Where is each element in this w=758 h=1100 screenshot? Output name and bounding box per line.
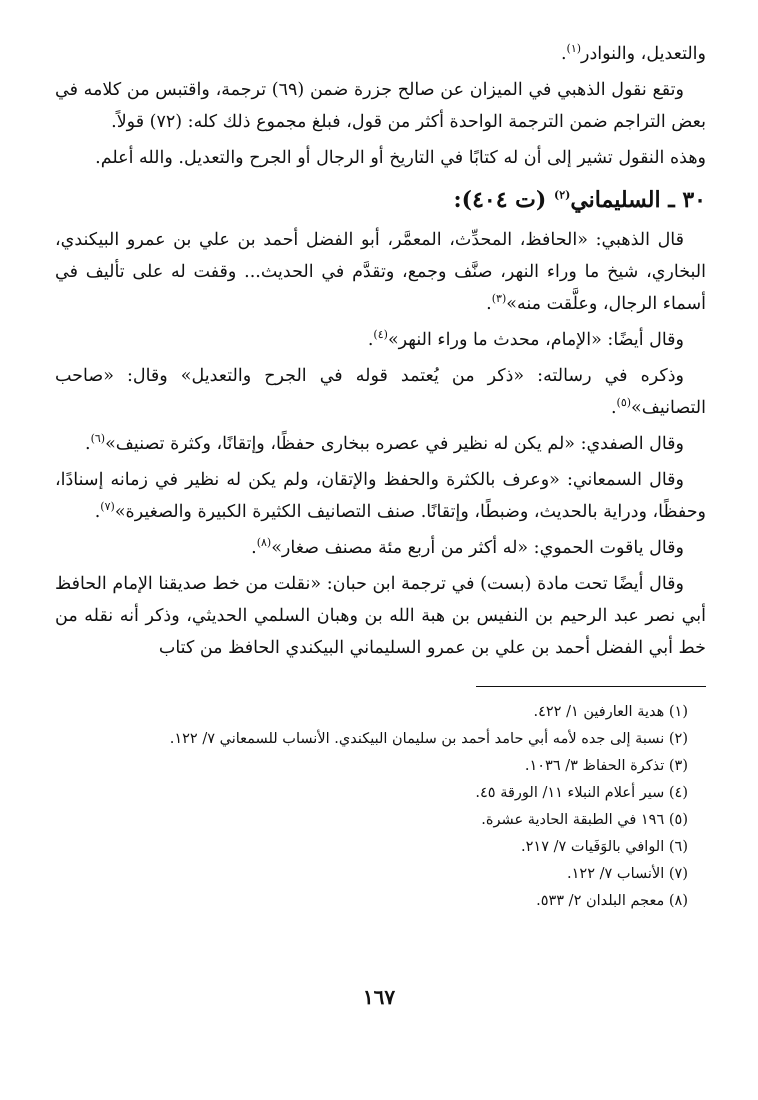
paragraph-safadi — [55, 428, 706, 460]
footnote-3: (٣) تذكرة الحفاظ ٣/ ١٠٣٦. — [524, 758, 688, 774]
footnotes — [55, 699, 706, 915]
period: . — [85, 434, 91, 454]
paragraph-risala-text: وذكره في رسالته: «ذكر من يُعتمد قوله في الجرح والتعديل» وقال: «صاحب التصانيف» — [55, 366, 706, 418]
period: . — [367, 330, 374, 350]
period: . — [486, 294, 492, 314]
period: . — [251, 538, 257, 558]
period: . — [610, 398, 617, 418]
footnote-7: (٧) الأنساب ٧/ ١٢٢. — [567, 866, 688, 882]
paragraph-samani — [55, 464, 706, 528]
footnote-5: (٥) ١٩٦ في الطبقة الحادية عشرة. — [481, 812, 688, 828]
heading-date: (ت ٤٠٤): — [453, 187, 547, 213]
footnote-ref-1: (١) — [566, 42, 582, 56]
section-heading — [55, 180, 706, 220]
footnote-ref-8: (٨) — [256, 536, 272, 550]
paragraph-dhahabi-quote — [55, 224, 706, 320]
footnote-ref-5: (٥) — [616, 396, 632, 410]
intro-line — [55, 38, 706, 70]
footnote-ref-3: (٣) — [491, 292, 507, 306]
footnote-ref-7: (٧) — [100, 500, 115, 514]
footnote-divider — [476, 686, 706, 687]
footnote-ref-4: (٤) — [373, 328, 388, 342]
paragraph-dhahabi-imam — [55, 324, 706, 356]
page-number: ١٦٧ — [362, 985, 396, 1009]
footnote-2: (٢) نسبة إلى جده لأمه أبي حامد أحمد بن سليمان البيكندي. الأنساب للسمعاني ٧/ ١٢٢. — [169, 731, 688, 747]
paragraph-dhahabi-mizan: وتقع نقول الذهبي في الميزان عن صالح جزرة ضمن (٦٩) ترجمة، واقتبس من كلامه في بعض التراجم ضمن الترجمة الواحدة أكثر من قول، فبلغ مجموع ذلك كله: (٧٢) قولاً. — [55, 80, 706, 132]
footnote-1: (١) هدية العارفين ١/ ٤٢٢. — [533, 704, 688, 720]
period: . — [94, 502, 101, 522]
paragraph-conclusion: وهذه النقول تشير إلى أن له كتابًا في التاريخ أو الرجال أو الجرح والتعديل. والله أعلم. — [95, 148, 706, 168]
paragraph-risala — [55, 360, 706, 424]
paragraph-yaqut — [55, 532, 706, 564]
intro-line-end: . — [560, 44, 567, 64]
intro-line-text: والتعديل، والنوادر — [581, 44, 706, 64]
paragraph-safadi-text: وقال الصفدي: «لم يكن له نظير في عصره ببخارى حفظًا، وإتقانًا، وكثرة تصنيف» — [105, 434, 684, 454]
paragraph-dhahabi-imam-text: وقال أيضًا: «الإمام، محدث ما وراء النهر» — [387, 330, 684, 350]
paragraph-yaqut-bust: وقال أيضًا تحت مادة (بست) في ترجمة ابن حبان: «نقلت من خط صديقنا الإمام الحافظ أبي نصر عبد الرحيم بن النفيس بن هبة الله بن وهبان السلمي الحديثي، وذكر أنه نقله من خط أبي الفضل أحمد بن علي بن عمرو السليماني البيكندي الحافظ من كتاب — [55, 574, 706, 658]
paragraph-dhahabi-quote-text: قال الذهبي: «الحافظ، المحدِّث، المعمَّر، أبو الفضل أحمد بن علي بن عمرو البيكندي، البخاري، شيخ ما وراء النهر، صنَّف وجمع، وتقدَّم في الحديث... وقفت له على تأليف في أسماء الرجال، وعلَّقت منه» — [55, 230, 706, 314]
footnote-ref-6: (٦) — [90, 432, 106, 446]
footnote-6: (٦) الوافي بالوَفَيات ٧/ ٢١٧. — [521, 839, 688, 855]
heading-number: ٣٠ ـ — [668, 187, 706, 213]
heading-name: السليماني — [570, 187, 661, 213]
paragraph-samani-text: وقال السمعاني: «وعرف بالكثرة والحفظ والإتقان، ولم يكن له نظير في زمانه إسنادًا، وحفظًا، ودراية بالحديث، وضبطًا، وإتقانًا. صنف التصانيف الكثيرة الكبيرة والصغيرة» — [55, 470, 706, 522]
paragraph-yaqut-text: وقال ياقوت الحموي: «له أكثر من أربع مئة مصنف صغار» — [271, 538, 684, 558]
footnote-4: (٤) سير أعلام النبلاء ١١/ الورقة ٤٥. — [475, 785, 688, 801]
footnote-ref-2: (٢) — [553, 188, 571, 202]
footnote-8: (٨) معجم البلدان ٢/ ٥٣٣. — [536, 893, 688, 909]
page-body — [55, 38, 706, 1100]
